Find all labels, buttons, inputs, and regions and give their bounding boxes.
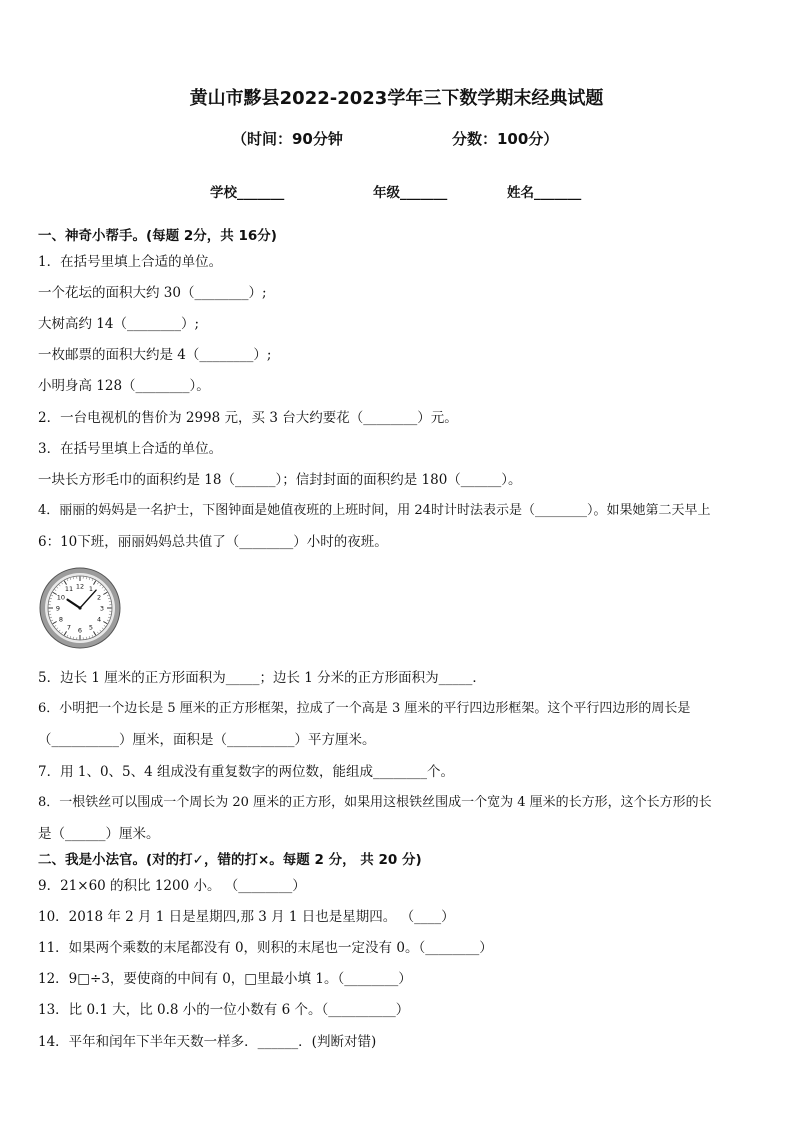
clock-numeral: 12 [75,582,85,591]
question-line: 8．一根铁丝可以围成一个周长为 20 厘米的正方形，如果用这根铁丝围成一个宽为 4 厘米的长方形，这个长方形的长 [38,795,712,810]
name-field: 姓名_______ [507,185,582,201]
exam-time: （时间：90分钟 [232,130,343,148]
question-line: 一块长方形毛巾的面积约是 18（______）；信封封面的面积约是 180（______）。 [38,472,522,488]
question-line: 3．在括号里填上合适的单位。 [38,441,223,457]
clock-numeral: 8 [58,615,64,624]
grade-field: 年级_______ [373,185,448,201]
question-line: 1．在括号里填上合适的单位。 [38,254,223,270]
question-line: 6．小明把一个边长是 5 厘米的正方形框架，拉成了一个高是 3 厘米的平行四边形框架。这个平行四边形的周长是 [38,701,691,716]
clock-numeral: 5 [88,623,94,632]
clock-numeral: 1 [88,585,94,594]
question-line: 14．平年和闰年下半年天数一样多．______．(判断对错) [38,1034,377,1050]
school-field: 学校_______ [210,185,285,201]
section-2-heading: 二、我是小法官。(对的打✓，错的打×。每题 2 分， 共 20 分) [38,852,422,868]
question-line: 11．如果两个乘数的末尾都没有 0，则积的末尾也一定没有 0。（________） [38,940,493,956]
clock-numeral: 3 [99,604,105,613]
clock-numeral: 10 [56,593,66,602]
question-line: 7．用 1、0、5、4 组成没有重复数字的两位数，能组成________个。 [38,764,455,780]
clock-numeral: 9 [55,604,61,613]
question-line: 10．2018 年 2 月 1 日是星期四,那 3 月 1 日也是星期四。 （____） [38,909,455,925]
question-line: （__________）厘米，面积是（__________）平方厘米。 [38,732,376,748]
clock-numeral: 7 [66,623,72,632]
question-line: 12．9□÷3，要使商的中间有 0，□里最小填 1。（________） [38,971,412,987]
question-line: 大树高约 14（________）; [38,316,200,332]
question-line: 小明身高 128（________）。 [38,378,210,394]
question-line: 是（______）厘米。 [38,826,160,842]
question-line: 4．丽丽的妈妈是一名护士，下图钟面是她值夜班的上班时间，用 24时计时法表示是（________）。如果她第二天早上 [38,503,711,518]
question-line: 9．21×60 的积比 1200 小。 （________） [38,878,306,894]
page-title: 黄山市黟县2022-2023学年三下数学期末经典试题 [189,88,604,109]
question-line: 一枚邮票的面积大约是 4（________）; [38,347,272,363]
clock-numeral: 4 [96,615,102,624]
clock-numeral: 2 [96,593,102,602]
section-1-heading: 一、神奇小帮手。(每题 2分，共 16分) [38,228,277,244]
question-line: 2．一台电视机的售价为 2998 元，买 3 台大约要花（________）元。 [38,410,458,426]
question-line: 13．比 0.1 大，比 0.8 小的一位小数有 6 个。（__________） [38,1002,410,1018]
question-line: 5．边长 1 厘米的正方形面积为_____；边长 1 分米的正方形面积为_____． [38,670,486,686]
clock-numeral: 11 [64,585,74,594]
question-line: 6：10下班，丽丽妈妈总共值了（________）小时的夜班。 [38,534,388,550]
exam-score: 分数：100分） [452,130,559,148]
question-line: 一个花坛的面积大约 30（________）; [38,285,267,301]
clock-center [78,606,81,609]
clock-numeral: 6 [77,626,83,635]
clock-figure [39,567,121,649]
